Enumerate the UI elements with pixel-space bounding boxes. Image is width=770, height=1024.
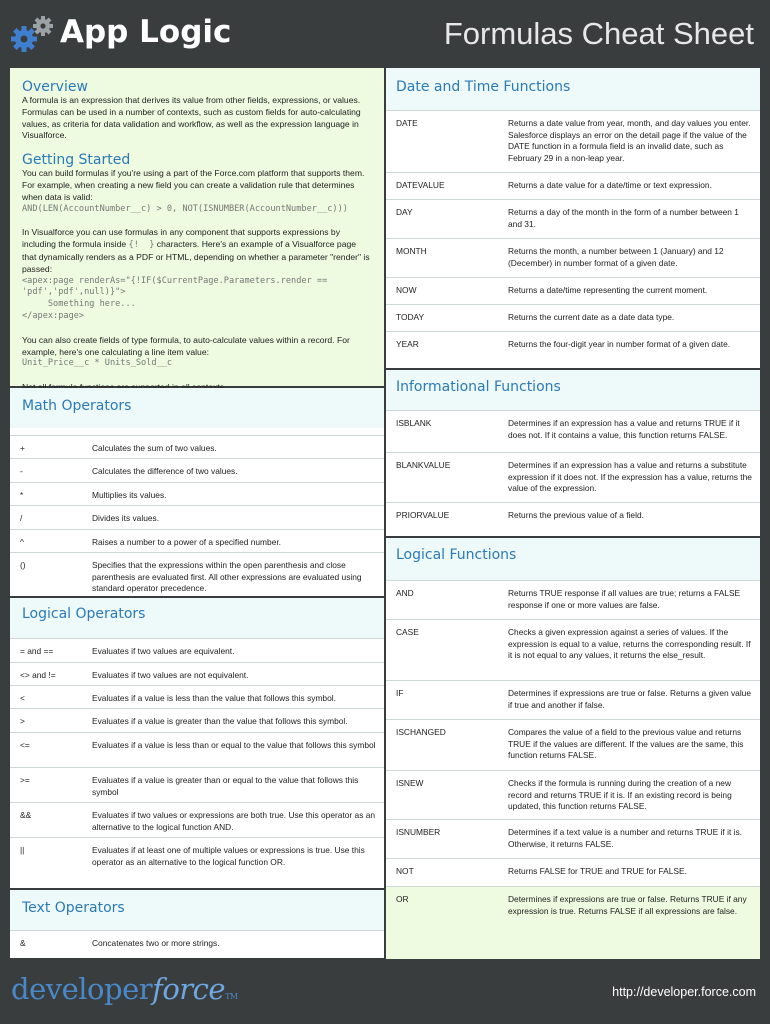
operator: ^ — [10, 530, 82, 553]
developerforce-logo[interactable]: developerforceTM — [11, 972, 238, 1006]
informational-header — [386, 370, 760, 410]
operator: || — [10, 838, 82, 887]
function-name: ISNEW — [386, 771, 498, 820]
table-row — [386, 111, 760, 173]
getting-started-p3: You can also create fields of type formula, to auto-calculate values within a record. For example, here's one calculating a line item value: — [22, 334, 350, 357]
header — [0, 0, 770, 68]
overview-text: A formula is an expression that derives its value from other fields, expressions, or values. Formulas can be used in a number of contexts, such as custom fields for auto-calculating values, as criteria for data validation and workflow, as well as the expression language in Visualforce. — [22, 95, 361, 141]
table-row — [10, 506, 384, 530]
informational-table — [386, 410, 760, 537]
logical-operators-section — [10, 598, 384, 888]
math-operators-table — [10, 435, 384, 597]
table-row — [10, 663, 384, 686]
code-visualforce: <apex:page renderAs="{!IF($CurrentPage.Parameters.render == 'pdf','pdf',null)}"> Something here... </apex:page> — [22, 275, 328, 321]
table-row — [386, 278, 760, 305]
function-name: OR — [386, 887, 498, 959]
table-row — [10, 686, 384, 709]
table-row — [10, 436, 384, 459]
function-name: ISCHANGED — [386, 720, 498, 771]
function-name: TODAY — [386, 305, 498, 332]
math-operators-header — [10, 388, 384, 428]
description: Specifies that the expressions within the open parenthesis and close parenthesis are evaluated first. All other expressions are evaluated using standard operator precedence. — [82, 553, 384, 597]
description: Returns the month, a number between 1 (January) and 12 (December) in number format of a given date. — [498, 239, 760, 278]
sheet-title: Formulas Cheat Sheet — [443, 16, 754, 51]
table-row — [386, 859, 760, 887]
table-row — [386, 503, 760, 537]
table-row — [10, 733, 384, 768]
function-name: IF — [386, 681, 498, 720]
description: Checks if the formula is running during the creation of a new record and returns TRUE if it is. If an existing record is being updated, this function returns FALSE. — [498, 771, 760, 820]
math-operators-heading: Math Operators — [22, 398, 132, 414]
description: Returns FALSE for TRUE and TRUE for FALSE. — [498, 859, 760, 887]
table-row — [10, 931, 384, 959]
description: Calculates the difference of two values. — [82, 459, 384, 483]
table-row — [386, 239, 760, 278]
operator: > — [10, 709, 82, 733]
logical-functions-heading: Logical Functions — [396, 547, 517, 563]
date-time-heading: Date and Time Functions — [396, 79, 571, 95]
description: Returns the current date as a date data type. — [498, 305, 760, 332]
description: Returns a date value from year, month, and day values you enter. Salesforce displays an error on the detail page if the value of the DATE function in a formula field is an invalid date, such as February 29 in a non-leap year. — [498, 111, 760, 173]
logical-functions-header — [386, 538, 760, 580]
function-name: AND — [386, 581, 498, 620]
description: Determines if expressions are true or false. Returns a given value if true and another if false. — [498, 681, 760, 720]
informational-functions-section — [386, 370, 760, 536]
table-row — [10, 639, 384, 663]
description: Multiplies its values. — [82, 483, 384, 506]
table-row — [386, 411, 760, 453]
operator: * — [10, 483, 82, 506]
description: Returns a date/time representing the current moment. — [498, 278, 760, 305]
function-name: NOT — [386, 859, 498, 887]
table-row — [386, 453, 760, 503]
logical-operators-heading: Logical Operators — [22, 606, 146, 622]
table-row — [10, 768, 384, 803]
overview-heading: Overview — [22, 79, 88, 95]
description: Evaluates if a value is less than the value that follows this symbol. — [82, 686, 384, 709]
table-row — [386, 681, 760, 720]
function-name: ISBLANK — [386, 411, 498, 453]
operator: () — [10, 553, 82, 597]
table-row — [386, 305, 760, 332]
logical-functions-section — [386, 538, 760, 958]
text-operators-header — [10, 890, 384, 930]
operator: <= — [10, 733, 82, 768]
description: Evaluates if two values are not equivalent. — [82, 663, 384, 686]
description: Returns TRUE response if all values are true; returns a FALSE response if one or more values are false. — [498, 581, 760, 620]
operator: / — [10, 506, 82, 530]
getting-started-heading: Getting Started — [22, 152, 131, 169]
function-name: DATE — [386, 111, 498, 173]
table-row — [386, 332, 760, 369]
table-row — [386, 620, 760, 681]
operator: - — [10, 459, 82, 483]
description: Determines if an expression has a value and returns TRUE if it does not. If it contains a value, this function returns FALSE. — [498, 411, 760, 453]
table-row — [10, 838, 384, 887]
description: Evaluates if two values are equivalent. — [82, 639, 384, 663]
operator: >= — [10, 768, 82, 803]
function-name: NOW — [386, 278, 498, 305]
description: Determines if expressions are true or false. Returns TRUE if any expression is true. Returns FALSE if all expressions are false. — [498, 887, 760, 959]
function-name: CASE — [386, 620, 498, 681]
table-row — [386, 887, 760, 959]
gears-icon — [9, 14, 57, 54]
function-name: DATEVALUE — [386, 173, 498, 200]
description: Evaluates if a value is greater than the value that follows this symbol. — [82, 709, 384, 733]
logical-functions-table — [386, 580, 760, 959]
table-row — [386, 720, 760, 771]
table-row — [386, 820, 760, 859]
table-row — [10, 483, 384, 506]
description: Returns a day of the month in the form of a number between 1 and 31. — [498, 200, 760, 239]
description: Raises a number to a power of a specified number. — [82, 530, 384, 553]
text-operators-section — [10, 890, 384, 958]
description: Checks a given expression against a series of values. If the expression is equal to a value, returns the corresponding result. If it is not equal to any values, it returns the else_result. — [498, 620, 760, 681]
math-operators-section — [10, 388, 384, 596]
description: Evaluates if a value is greater than or equal to the value that follows this symbol — [82, 768, 384, 803]
function-name: BLANKVALUE — [386, 453, 498, 503]
informational-heading: Informational Functions — [396, 379, 561, 395]
function-name: PRIORVALUE — [386, 503, 498, 537]
logical-operators-header — [10, 598, 384, 638]
function-name: MONTH — [386, 239, 498, 278]
operator: = and == — [10, 639, 82, 663]
table-row — [10, 709, 384, 733]
operator: && — [10, 803, 82, 838]
function-name: DAY — [386, 200, 498, 239]
description: Evaluates if a value is less than or equal to the value that follows this symbol — [82, 733, 384, 768]
function-name: ISNUMBER — [386, 820, 498, 859]
description: Concatenates two or more strings. — [82, 931, 384, 959]
text-operators-heading: Text Operators — [22, 900, 125, 916]
code-formula-field: Unit_Price__c * Units_Sold__c — [22, 358, 173, 369]
logical-operators-table — [10, 638, 384, 887]
operator: < — [10, 686, 82, 709]
date-time-functions-section — [386, 68, 760, 368]
text-operators-table — [10, 930, 384, 959]
date-time-table — [386, 110, 760, 369]
description: Determines if a text value is a number and returns TRUE if it is. Otherwise, it returns FALSE. — [498, 820, 760, 859]
description: Evaluates if at least one of multiple values or expressions is true. Use this operator as an alternative to the logical function OR. — [82, 838, 384, 887]
table-row — [10, 803, 384, 838]
description: Determines if an expression has a value and returns a substitute expression if it does not. If the expression has a value, returns the value of the expression. — [498, 453, 760, 503]
operator: + — [10, 436, 82, 459]
description: Compares the value of a field to the previous value and returns TRUE if the values are different. If the values are the same, this function returns FALSE. — [498, 720, 760, 771]
function-name: YEAR — [386, 332, 498, 369]
operator: & — [10, 931, 82, 959]
table-row — [386, 200, 760, 239]
description: Calculates the sum of two values. — [82, 436, 384, 459]
table-row — [10, 459, 384, 483]
table-row — [386, 173, 760, 200]
description: Divides its values. — [82, 506, 384, 530]
description: Returns a date value for a date/time or text expression. — [498, 173, 760, 200]
table-row — [10, 530, 384, 553]
description: Evaluates if two values or expressions are both true. Use this operator as an alternative to the logical function AND. — [82, 803, 384, 838]
getting-started-p2: In Visualforce you can use formulas in any component that supports expressions by including the formula inside {! } characters. Here's an example of a Visualforce page that dynamically renders as a PDF or HTML, depending on whether a parameter "render" is passed: — [22, 227, 370, 274]
table-row — [386, 771, 760, 820]
table-row — [10, 553, 384, 597]
overview-panel — [10, 68, 384, 386]
description: Returns the four-digit year in number format of a given date. — [498, 332, 760, 369]
code-validation-rule: AND(LEN(AccountNumber__c) > 0, NOT(ISNUMBER(AccountNumber__c))) — [22, 203, 348, 214]
brand-title: App Logic — [60, 14, 232, 50]
date-time-header — [386, 68, 760, 110]
operator: <> and != — [10, 663, 82, 686]
footer-url-link[interactable]: http://developer.force.com — [612, 985, 756, 999]
description: Returns the previous value of a field. — [498, 503, 760, 537]
getting-started-p1: You can build formulas if you're using a part of the Force.com platform that supports them. For example, when creating a new field you can create a validation rule that determines when data is valid: — [22, 168, 365, 202]
table-row — [386, 581, 760, 620]
